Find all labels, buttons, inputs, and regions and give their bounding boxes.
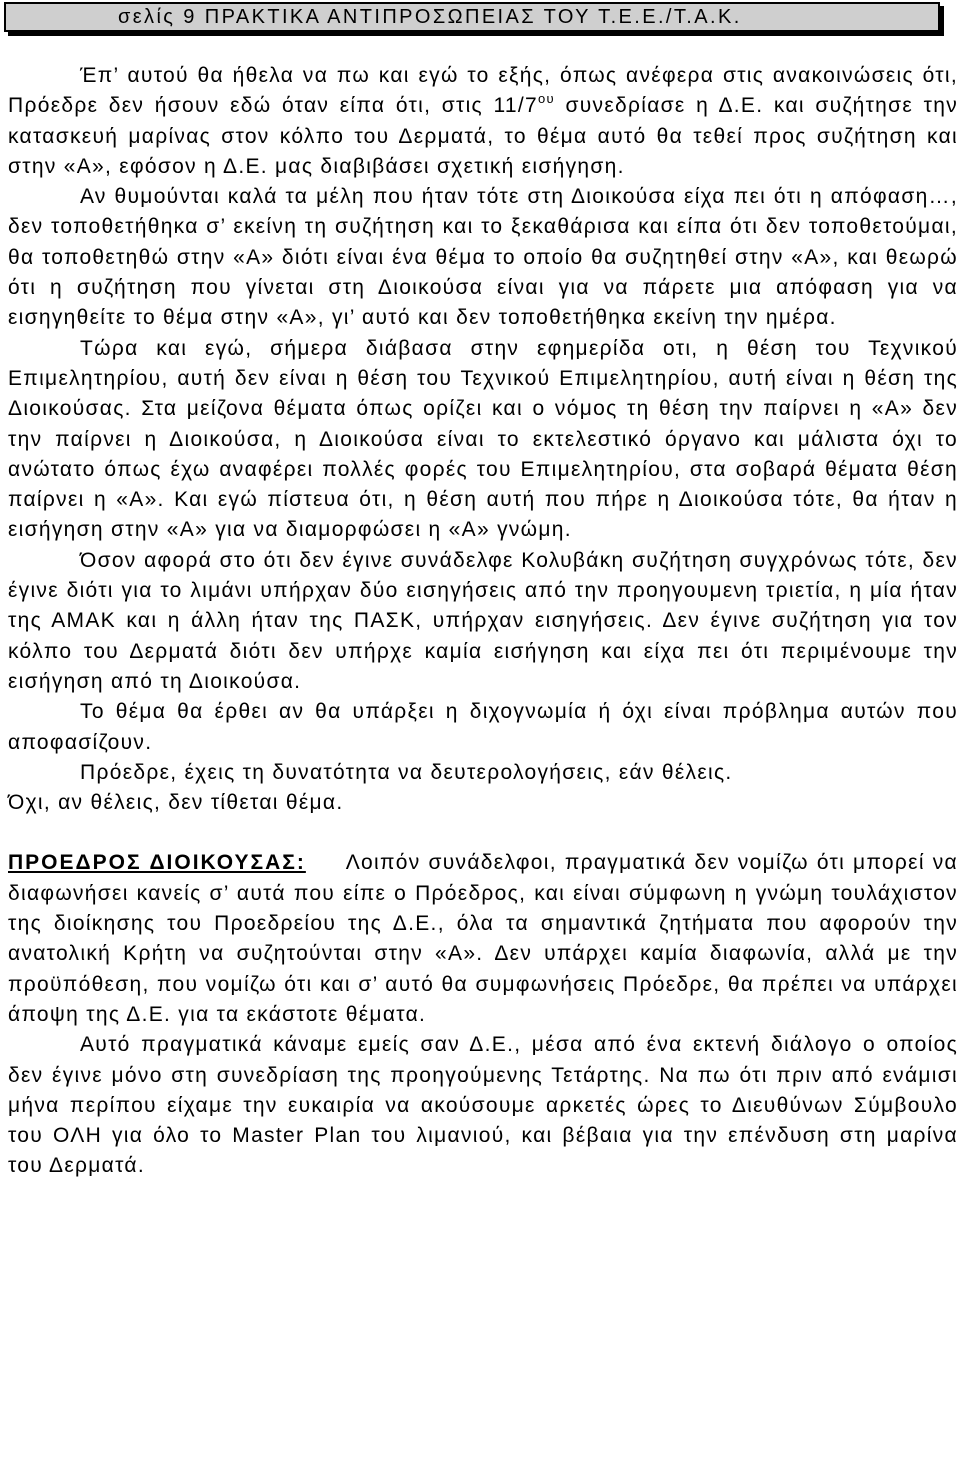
paragraph-1 — [8, 61, 958, 182]
minutes-text — [8, 61, 958, 1182]
paragraph-7: Όχι, αν θέλεις, δεν τίθεται θέμα. — [8, 791, 344, 815]
superscript-ordinal: ου — [538, 91, 555, 107]
paragraph-5: Το θέμα θα έρθει αν θα υπάρξει η διχογνωμία ή όχι είναι πρόβλημα αυτών που αποφασίζουν. — [8, 700, 958, 754]
speaker-paragraph — [8, 848, 958, 1030]
paragraph-9: Αυτό πραγματικά κάναμε εμείς σαν Δ.Ε., μέσα από ένα εκτενή διάλογο ο οποίος δεν έγινε μόνο στη συνεδρίαση της προηγούμενης Τετάρτης. Να πω ότι πριν από ενάμισι μήνα περίπου είχαμε την ευκαιρία να ακούσουμε αρκετές ώρες το Διευθύνων Σύμβουλο του ΟΛΗ για όλο το Master Plan του λιμανιού, και βέβαια για την επένδυση στη μαρίνα του Δερματά. — [8, 1033, 958, 1178]
speaker-label: ΠΡΟΕΔΡΟΣ ΔΙΟΙΚΟΥΣΑΣ: — [8, 851, 306, 875]
paragraph-6: Πρόεδρε, έχεις τη δυνατότητα να δευτερολογήσεις, εάν θέλεις. — [80, 760, 733, 784]
paragraph-2: Αν θυμούνται καλά τα μέλη που ήταν τότε στη Διοικούσα είχα πει ότι η απόφαση…, δεν τοποθετήθηκα σ’ εκείνη τη συζήτηση και το ξεκαθάρισα και είπα ότι δεν τοποθετούμαι, θα τοποθετηθώ στην «Α» διότι είναι ένα θέμα το οποίο θα συζητηθεί στην «Α», και θεωρώ ότι η συζήτηση που γίνεται στη Διοικούσα είναι για να πάρετε μια απόφαση για να εισηγηθείτε το θέμα στην «Α», γι’ αυτό και δεν τοποθετήθηκα εκείνη την ημέρα. — [8, 185, 958, 330]
paragraph-1-continuation: συνεδρίασε η Δ.Ε. και συζήτησε την κατασκευή μαρίνας στον κόλπο του Δερματά, το θέμα αυτό θα τεθεί προς συζήτηση και στην «Α», εφόσον η Δ.Ε. μας διαβιβάσει σχετική εισήγηση. — [8, 94, 958, 178]
paragraph-1-text: Έπ’ αυτού θα ήθελα να πω και εγώ το εξής, όπως ανέφερα στις ανακοινώσεις ότι, Πρόεδρε δεν ήσουν εδώ όταν είπα ότι, στις 11/7 — [8, 64, 958, 118]
header-title: σελίς 9 ΠΡΑΚΤΙΚΑ ΑΝΤΙΠΡΟΣΩΠΕΙΑΣ ΤΟΥ Τ.Ε.Ε./Τ.Α.Κ. — [118, 5, 742, 28]
paragraph-8-text: Λοιπόν συνάδελφοι, πραγματικά δεν νομίζω ότι μπορεί να διαφωνήσει κανείς σ’ αυτά που είπε ο Πρόεδρος, και είναι σύμφωνη η γνώμη τουλάχιστον της διοίκησης του Προεδρείου της Δ.Ε., όλα τα σημαντικά ζητήματα που αφορούν την ανατολική Κρήτη να συζητούνται στην «Α». Δεν υπάρχει καμία διαφωνία, αλλά με την προϋπόθεση, που νομίζω ότι και σ’ αυτό θα συμφωνήσεις Πρόεδρε, θα πρέπει να υπάρχει άποψη της Δ.Ε. για τα εκάστοτε θέματα. — [8, 851, 958, 1026]
paragraph-4: Όσον αφορά στο ότι δεν έγινε συνάδελφε Κολυβάκη συζήτηση συγχρόνως τότε, δεν έγινε διότι για το λιμάνι υπήρχαν δύο εισηγήσεις από την προηγουμενη τριετία, η μία ήταν της ΑΜΑΚ και η άλλη ήταν της ΠΑΣΚ, υπήρχαν εισηγήσεις. Δεν έγινε συζήτηση για τον κόλπο του Δερματά διότι δεν υπήρχε καμία εισήγηση και είχα πει ότι περιμένουμε την εισήγηση από τη Διοικούσα. — [8, 548, 958, 693]
page-header — [4, 2, 940, 32]
paragraph-3: Τώρα και εγώ, σήμερα διάβασα στην εφημερίδα οτι, η θέση του Τεχνικού Επιμελητηρίου, αυτή δεν είναι η θέση του Τεχνικού Επιμελητηρίου, αυτή είναι η θέση της Διοικούσας. Στα μείζονα θέματα όπως ορίζει και ο νόμος τη θέση την παίρνει η «Α» δεν την παίρνει η Διοικούσα, η Διοικούσα είναι το εκτελεστικό όργανο και μάλιστα όχι το ανώτατο όπως έχω αναφέρει πολλές φορές του Επιμελητηρίου, στα σοβαρά θέματα θέση παίρνει η «Α». Και εγώ πίστευα ότι, η θέση αυτή που πήρε η Διοικούσα τότε, θα ήταν η εισήγηση στην «Α» για να διαμορφώσει η «Α» γνώμη. — [8, 336, 958, 542]
